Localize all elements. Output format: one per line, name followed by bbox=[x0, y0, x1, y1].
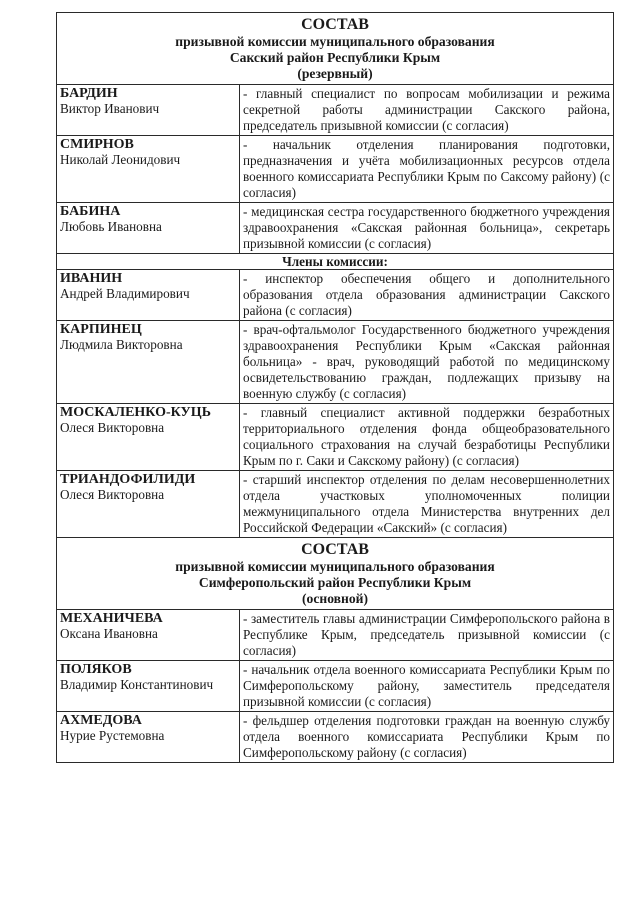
person-role: - врач-офтальмолог Государственного бюджетного учреждения здравоохранения Республики Крым «Сакская районная больница» - врач, руководящий работой по медицинскому освидетельствованию граждан, подлежащих призыву на военную службу (с согласия) bbox=[240, 321, 614, 404]
person-surname: ТРИАНДОФИЛИДИ bbox=[60, 472, 196, 487]
section2-line3: (основной) bbox=[302, 591, 368, 606]
table-row bbox=[57, 85, 614, 136]
person-surname: ИВАНИН bbox=[60, 271, 123, 286]
table-row bbox=[57, 203, 614, 254]
person-given-name: Олеся Викторовна bbox=[60, 487, 165, 502]
person-given-name: Виктор Иванович bbox=[60, 101, 160, 116]
person-surname: СМИРНОВ bbox=[60, 137, 134, 152]
section2-heading-row bbox=[57, 538, 614, 610]
person-role: - старший инспектор отделения по делам несовершеннолетних отдела участковых уполномоченных полиции межмуниципального отдела Министерства внутренних дел Российской Федерации «Сакский» (с согласия) bbox=[240, 471, 614, 538]
person-given-name: Любовь Ивановна bbox=[60, 219, 162, 234]
person-surname: БАРДИН bbox=[60, 86, 118, 101]
section1-line3: (резервный) bbox=[297, 66, 373, 81]
table-row bbox=[57, 321, 614, 404]
person-name-cell bbox=[57, 404, 240, 471]
table-row bbox=[57, 404, 614, 471]
section2-line1: призывной комиссии муниципального образования bbox=[175, 559, 495, 574]
person-name-cell bbox=[57, 471, 240, 538]
section1-title: СОСТАВ bbox=[301, 16, 369, 33]
section2-line2: Симферопольский район Республики Крым bbox=[198, 575, 472, 590]
commission-table bbox=[56, 12, 614, 763]
person-role: - главный специалист по вопросам мобилизации и режима секретной работы администрации Сакского района, председатель призывной комиссии (с согласия) bbox=[240, 85, 614, 136]
person-surname: КАРПИНЕЦ bbox=[60, 322, 142, 337]
person-role: - фельдшер отделения подготовки граждан на военную службу отдела военного комиссариата Республики Крым по Симферопольскому району (с согласия) bbox=[240, 712, 614, 763]
person-given-name: Людмила Викторовна bbox=[60, 337, 183, 352]
person-surname: АХМЕДОВА bbox=[60, 713, 142, 728]
person-surname: ПОЛЯКОВ bbox=[60, 662, 132, 677]
person-role: - заместитель главы администрации Симферопольского района в Республике Крым, председатель призывной комиссии (с согласия) bbox=[240, 610, 614, 661]
person-given-name: Владимир Константинович bbox=[60, 677, 214, 692]
person-given-name: Оксана Ивановна bbox=[60, 626, 158, 641]
person-name-cell bbox=[57, 85, 240, 136]
table-row bbox=[57, 712, 614, 763]
section2-heading bbox=[57, 538, 614, 610]
table-row bbox=[57, 610, 614, 661]
person-name-cell bbox=[57, 270, 240, 321]
person-role: - инспектор обеспечения общего и дополнительного образования отдела образования администрации Сакского района (с согласия) bbox=[240, 270, 614, 321]
person-name-cell bbox=[57, 203, 240, 254]
person-surname: БАБИНА bbox=[60, 204, 121, 219]
section1-heading-row bbox=[57, 13, 614, 85]
person-given-name: Нурие Рустемовна bbox=[60, 728, 165, 743]
section1-heading bbox=[57, 13, 614, 85]
person-given-name: Николай Леонидович bbox=[60, 152, 181, 167]
table-row bbox=[57, 270, 614, 321]
section2-title: СОСТАВ bbox=[301, 541, 369, 558]
person-name-cell bbox=[57, 661, 240, 712]
person-role: - начальник отделения планирования подготовки, предназначения и учёта мобилизационных ресурсов отдела военного комиссариата Республики Крым по Саксому району) (с согласия) bbox=[240, 136, 614, 203]
table-row bbox=[57, 471, 614, 538]
table-row bbox=[57, 661, 614, 712]
members-heading-row bbox=[57, 254, 614, 270]
person-surname: МОСКАЛЕНКО-КУЦЬ bbox=[60, 405, 211, 420]
person-given-name: Олеся Викторовна bbox=[60, 420, 165, 435]
person-surname: МЕХАНИЧЕВА bbox=[60, 611, 163, 626]
person-name-cell bbox=[57, 136, 240, 203]
person-name-cell bbox=[57, 321, 240, 404]
person-role: - начальник отдела военного комиссариата Республики Крым по Симферопольскому району, заместитель председателя призывной комиссии (с согласия) bbox=[240, 661, 614, 712]
person-name-cell bbox=[57, 610, 240, 661]
members-heading: Члены комиссии: bbox=[57, 254, 614, 270]
person-role: - медицинская сестра государственного бюджетного учреждения здравоохранения «Сакская районная больница», секретарь призывной комиссии (с согласия) bbox=[240, 203, 614, 254]
document-page bbox=[56, 12, 614, 763]
section1-line2: Сакский район Республики Крым bbox=[229, 50, 441, 65]
person-name-cell bbox=[57, 712, 240, 763]
section1-line1: призывной комиссии муниципального образования bbox=[175, 34, 495, 49]
person-role: - главный специалист активной поддержки безработных территориального отделения фонда общеобразовательного социального страхования на случай безработицы Республики Крым по г. Саки и Сакскому району) (с согласия) bbox=[240, 404, 614, 471]
table-row bbox=[57, 136, 614, 203]
person-given-name: Андрей Владимирович bbox=[60, 286, 190, 301]
